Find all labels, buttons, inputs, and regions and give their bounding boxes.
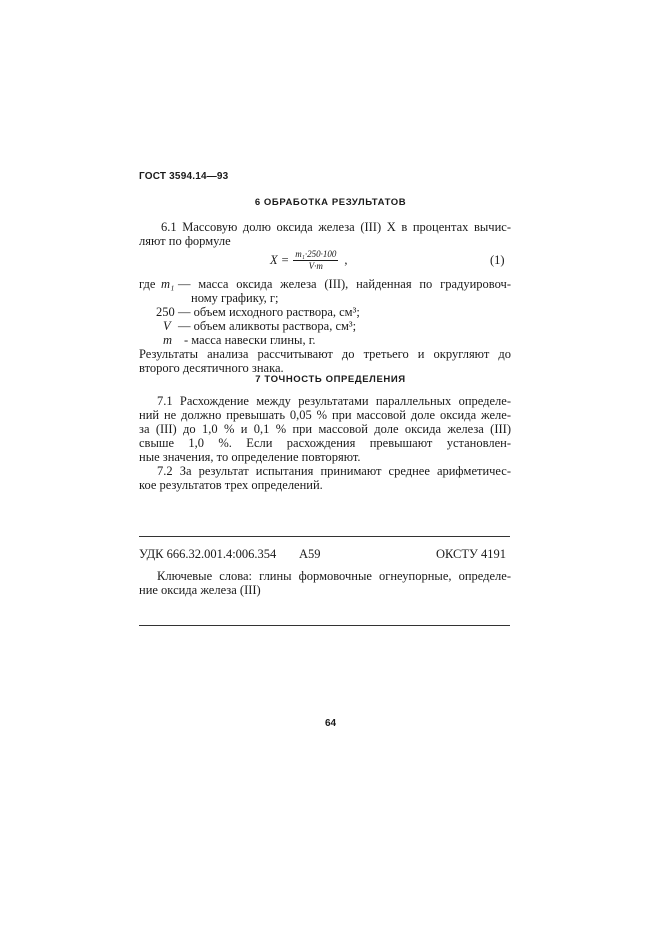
formula (270, 247, 347, 273)
results-line-2: второго десятичного знака. (139, 361, 284, 375)
def-text-V: — объем аликвоты раствора, см³; (178, 319, 357, 333)
formula-number: (1) (490, 253, 505, 267)
para-7-1-line-5: ные значения, то определение повторяют. (139, 450, 361, 464)
formula-denominator: V·m (308, 260, 323, 271)
udk-code: УДК 666.32.001.4:006.354 (139, 547, 277, 561)
def-text-m1: — масса оксида железа (III), найденная по градуировоч- (178, 277, 511, 291)
section-7-title: 7 ТОЧНОСТЬ ОПРЕДЕЛЕНИЯ (255, 374, 406, 385)
where-label: где (139, 277, 156, 291)
divider-top (139, 536, 510, 537)
keywords-line-2: ние оксида железа (III) (139, 583, 261, 597)
para-7-1-line-1: 7.1 Расхождение между результатами параллельных определе- (157, 394, 511, 408)
para-7-1-line-3: за (III) до 1,0 % и 0,1 % при массовой доле оксида железа (III) (139, 422, 511, 436)
page-number: 64 (324, 718, 337, 729)
para-7-2-line-1: 7.2 За результат испытания принимают среднее арифметичес- (157, 464, 511, 478)
section-6-title: 6 ОБРАБОТКА РЕЗУЛЬТАТОВ (254, 197, 407, 208)
def-text-m: - масса навески глины, г. (184, 333, 316, 347)
formula-lhs: X = (270, 253, 290, 267)
para-6-1-line-2: ляют по формуле (139, 234, 231, 248)
def-symbol-250: 250 (156, 305, 175, 319)
para-7-1-line-4: свыше 1,0 %. Если расхождения превышают установлен- (139, 436, 511, 450)
divider-bottom (139, 625, 510, 626)
formula-numerator: m₁·250·100 (295, 248, 337, 259)
okstu-code: ОКСТУ 4191 (436, 547, 507, 561)
def-text-250: — объем исходного раствора, см³; (178, 305, 360, 319)
results-line-1: Результаты анализа рассчитывают до третьего и округляют до (139, 347, 511, 361)
para-7-1-line-2: ний не должно превышать 0,05 % при массовой доле оксида желе- (139, 408, 511, 422)
def-text-m1-cont: ному графику, г; (191, 291, 279, 305)
formula-fraction (293, 249, 338, 272)
def-symbol-m: m (163, 333, 173, 347)
classification-a59: А59 (299, 547, 321, 561)
formula-comma: , (344, 253, 348, 267)
def-symbol-m1: m₁ (161, 277, 175, 291)
document-code: ГОСТ 3594.14—93 (139, 171, 229, 182)
para-7-2-line-2: кое результатов трех определений. (139, 478, 323, 492)
para-6-1-line-1: 6.1 Массовую долю оксида железа (III) X в процентах вычис- (161, 220, 511, 234)
def-symbol-V: V (163, 319, 171, 333)
keywords-line-1: Ключевые слова: глины формовочные огнеупорные, определе- (157, 569, 511, 583)
